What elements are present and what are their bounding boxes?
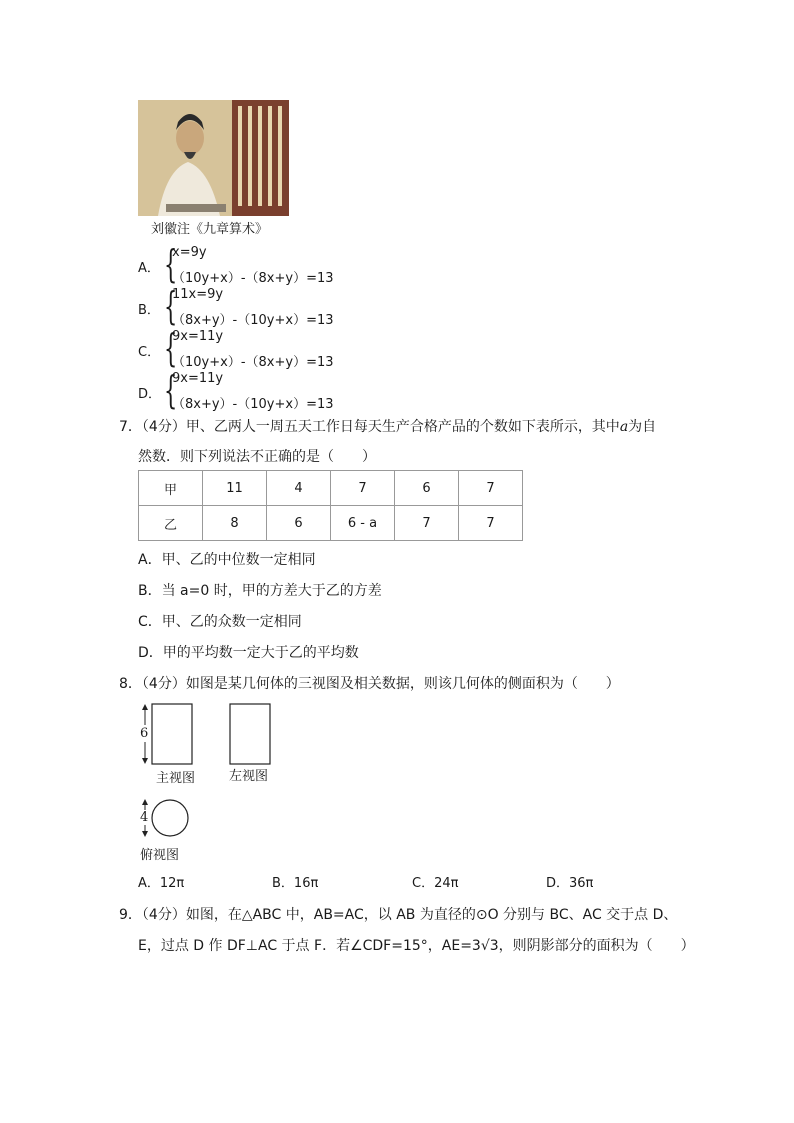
option-letter: A． [138,261,160,276]
option-letter: C． [138,345,161,360]
table-cell: 乙 [139,506,203,541]
equation-line-2: （8x+y）-（10y+x）=13 [172,397,334,412]
brace-symbol: { [164,368,178,412]
q8-stem: 8．（4分）如图是某几何体的三视图及相关数据，则该几何体的侧面积为（ ） [119,676,620,692]
q7-option-c[interactable]: C．甲、乙的众数一定相同 [138,614,302,630]
q8-option-a[interactable]: A．12π [138,876,185,891]
table-cell: 7 [395,506,459,541]
table-cell: 6 [395,471,459,506]
table-cell: 8 [203,506,267,541]
q9-stem-line-2: E，过点 D 作 DF⊥AC 于点 F．若∠CDF=15°，AE=3√3，则阴影部分的面积为（ ） [138,938,695,954]
portrait-caption: 刘徽注《九章算术》 [151,222,269,237]
equation-line-2: （10y+x）-（8x+y）=13 [172,271,334,286]
table-cell: 6 - a [331,506,395,541]
left-view-label: 左视图 [229,769,269,784]
option-letter: B． [138,303,160,318]
table-cell: 7 [331,471,395,506]
option-letter: D． [138,387,162,402]
top-view-label: 俯视图 [140,848,180,863]
q8-option-c[interactable]: C．24π [412,876,459,891]
front-view-label: 主视图 [156,771,196,786]
q7-stem-end: 为自 [628,419,657,435]
portrait-illustration [138,100,289,216]
brace-symbol: { [164,284,178,328]
equation-line-1: 9x=11y [172,329,224,344]
equation-line-2: （10y+x）-（8x+y）=13 [172,355,334,370]
table-row [139,471,523,506]
q9-stem-line-1: 9．（4分）如图，在△ABC 中，AB=AC，以 AB 为直径的⊙O 分别与 BC、AC 交于点 D、 [119,907,678,923]
q7-stem-line-1 [119,416,656,436]
table-cell: 11 [203,471,267,506]
brace-symbol: { [164,326,178,370]
q7-option-a[interactable]: A．甲、乙的中位数一定相同 [138,552,316,568]
diameter-dimension-label: 4 [140,810,149,825]
q7-option-d[interactable]: D．甲的平均数一定大于乙的平均数 [138,645,359,661]
table-cell: 甲 [139,471,203,506]
q7-option-b[interactable]: B．当 a=0 时，甲的方差大于乙的方差 [138,583,382,599]
equation-line-1: 11x=9y [172,287,224,302]
brace-symbol: { [164,242,178,286]
q7-data-table [138,470,523,541]
left-view-svg [228,702,274,766]
equation-line-1: 9x=11y [172,371,224,386]
q7-variable-a: a [619,419,629,435]
height-dimension-label: 6 [140,726,149,741]
q8-option-b[interactable]: B．16π [272,876,319,891]
table-cell: 7 [459,471,523,506]
liu-hui-portrait-image [138,100,289,216]
q7-stem-line-2: 然数．则下列说法不正确的是（ ） [138,449,376,465]
table-cell: 6 [267,506,331,541]
equation-line-1: x=9y [172,245,207,260]
table-cell: 7 [459,506,523,541]
table-row [139,506,523,541]
q8-option-d[interactable]: D．36π [546,876,594,891]
equation-line-2: （8x+y）-（10y+x）=13 [172,313,334,328]
q7-stem-text: 7．（4分）甲、乙两人一周五天工作日每天生产合格产品的个数如下表所示，其中 [119,419,620,435]
table-cell: 4 [267,471,331,506]
left-view-diagram [228,702,274,766]
